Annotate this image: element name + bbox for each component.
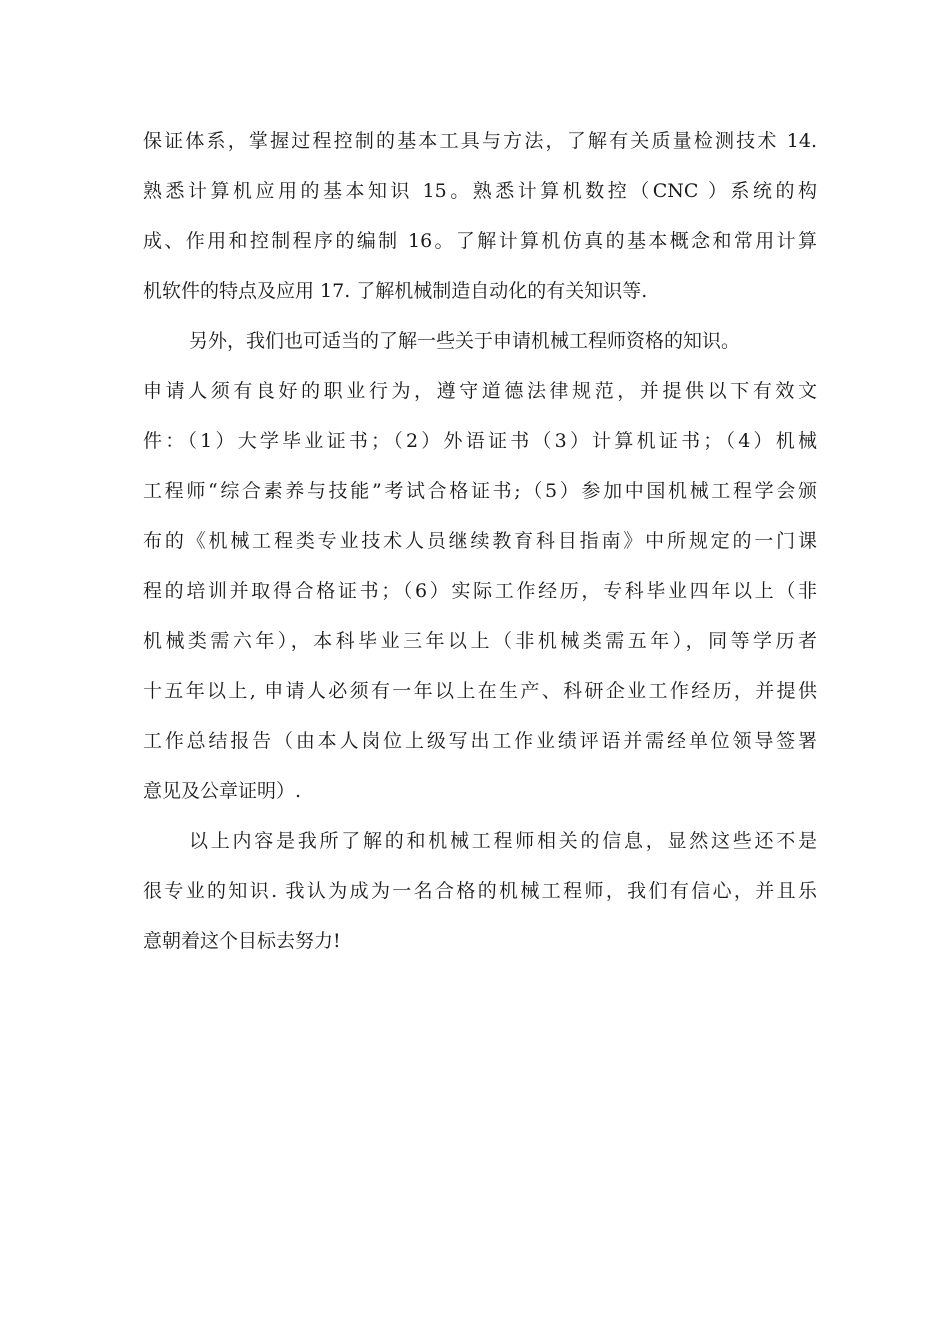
- document-body: [143, 116, 817, 966]
- text-line: 意朝着这个目标去努力!: [143, 930, 341, 952]
- text-line: 以上内容是我所了解的和机械工程师相关的信息，显然这些还不是: [189, 830, 817, 852]
- text-line: 成、作用和控制程序的编制 16。了解计算机仿真的基本概念和常用计算: [143, 230, 817, 252]
- text-line: 布的《机械工程类专业技术人员继续教育科目指南》中所规定的一门课: [143, 530, 817, 552]
- text-line: 意见及公章证明）.: [143, 780, 302, 802]
- text-line: 保证体系，掌握过程控制的基本工具与方法，了解有关质量检测技术 14.: [143, 130, 817, 152]
- text-line: 十五年以上, 申请人必须有一年以上在生产、科研企业工作经历，并提供: [143, 680, 817, 702]
- text-line: 工程师“综合素养与技能”考试合格证书;（5）参加中国机械工程学会颁: [143, 480, 817, 502]
- paragraph-2: [143, 316, 817, 816]
- text-line: 很专业的知识. 我认为成为一名合格的机械工程师，我们有信心，并且乐: [143, 880, 817, 902]
- text-line: 机械类需六年），本科毕业三年以上（非机械类需五年），同等学历者: [143, 630, 817, 652]
- paragraph-3: [143, 816, 817, 966]
- text-line: 程的培训并取得合格证书；（6）实际工作经历，专科毕业四年以上（非: [143, 580, 817, 602]
- text-line: 熟悉计算机应用的基本知识 15。熟悉计算机数控（CNC ）系统的构: [143, 180, 817, 202]
- text-line: 申请人须有良好的职业行为，遵守道德法律规范，并提供以下有效文: [143, 380, 817, 402]
- text-line: 工作总结报告（由本人岗位上级写出工作业绩评语并需经单位领导签署: [143, 730, 817, 752]
- text-line: 另外，我们也可适当的了解一些关于申请机械工程师资格的知识。: [189, 330, 741, 352]
- text-line: 件：（1）大学毕业证书；（2）外语证书（3）计算机证书；（4）机械: [143, 430, 817, 452]
- paragraph-1: [143, 116, 817, 316]
- text-line: 机软件的特点及应用 17. 了解机械制造自动化的有关知识等.: [143, 280, 648, 302]
